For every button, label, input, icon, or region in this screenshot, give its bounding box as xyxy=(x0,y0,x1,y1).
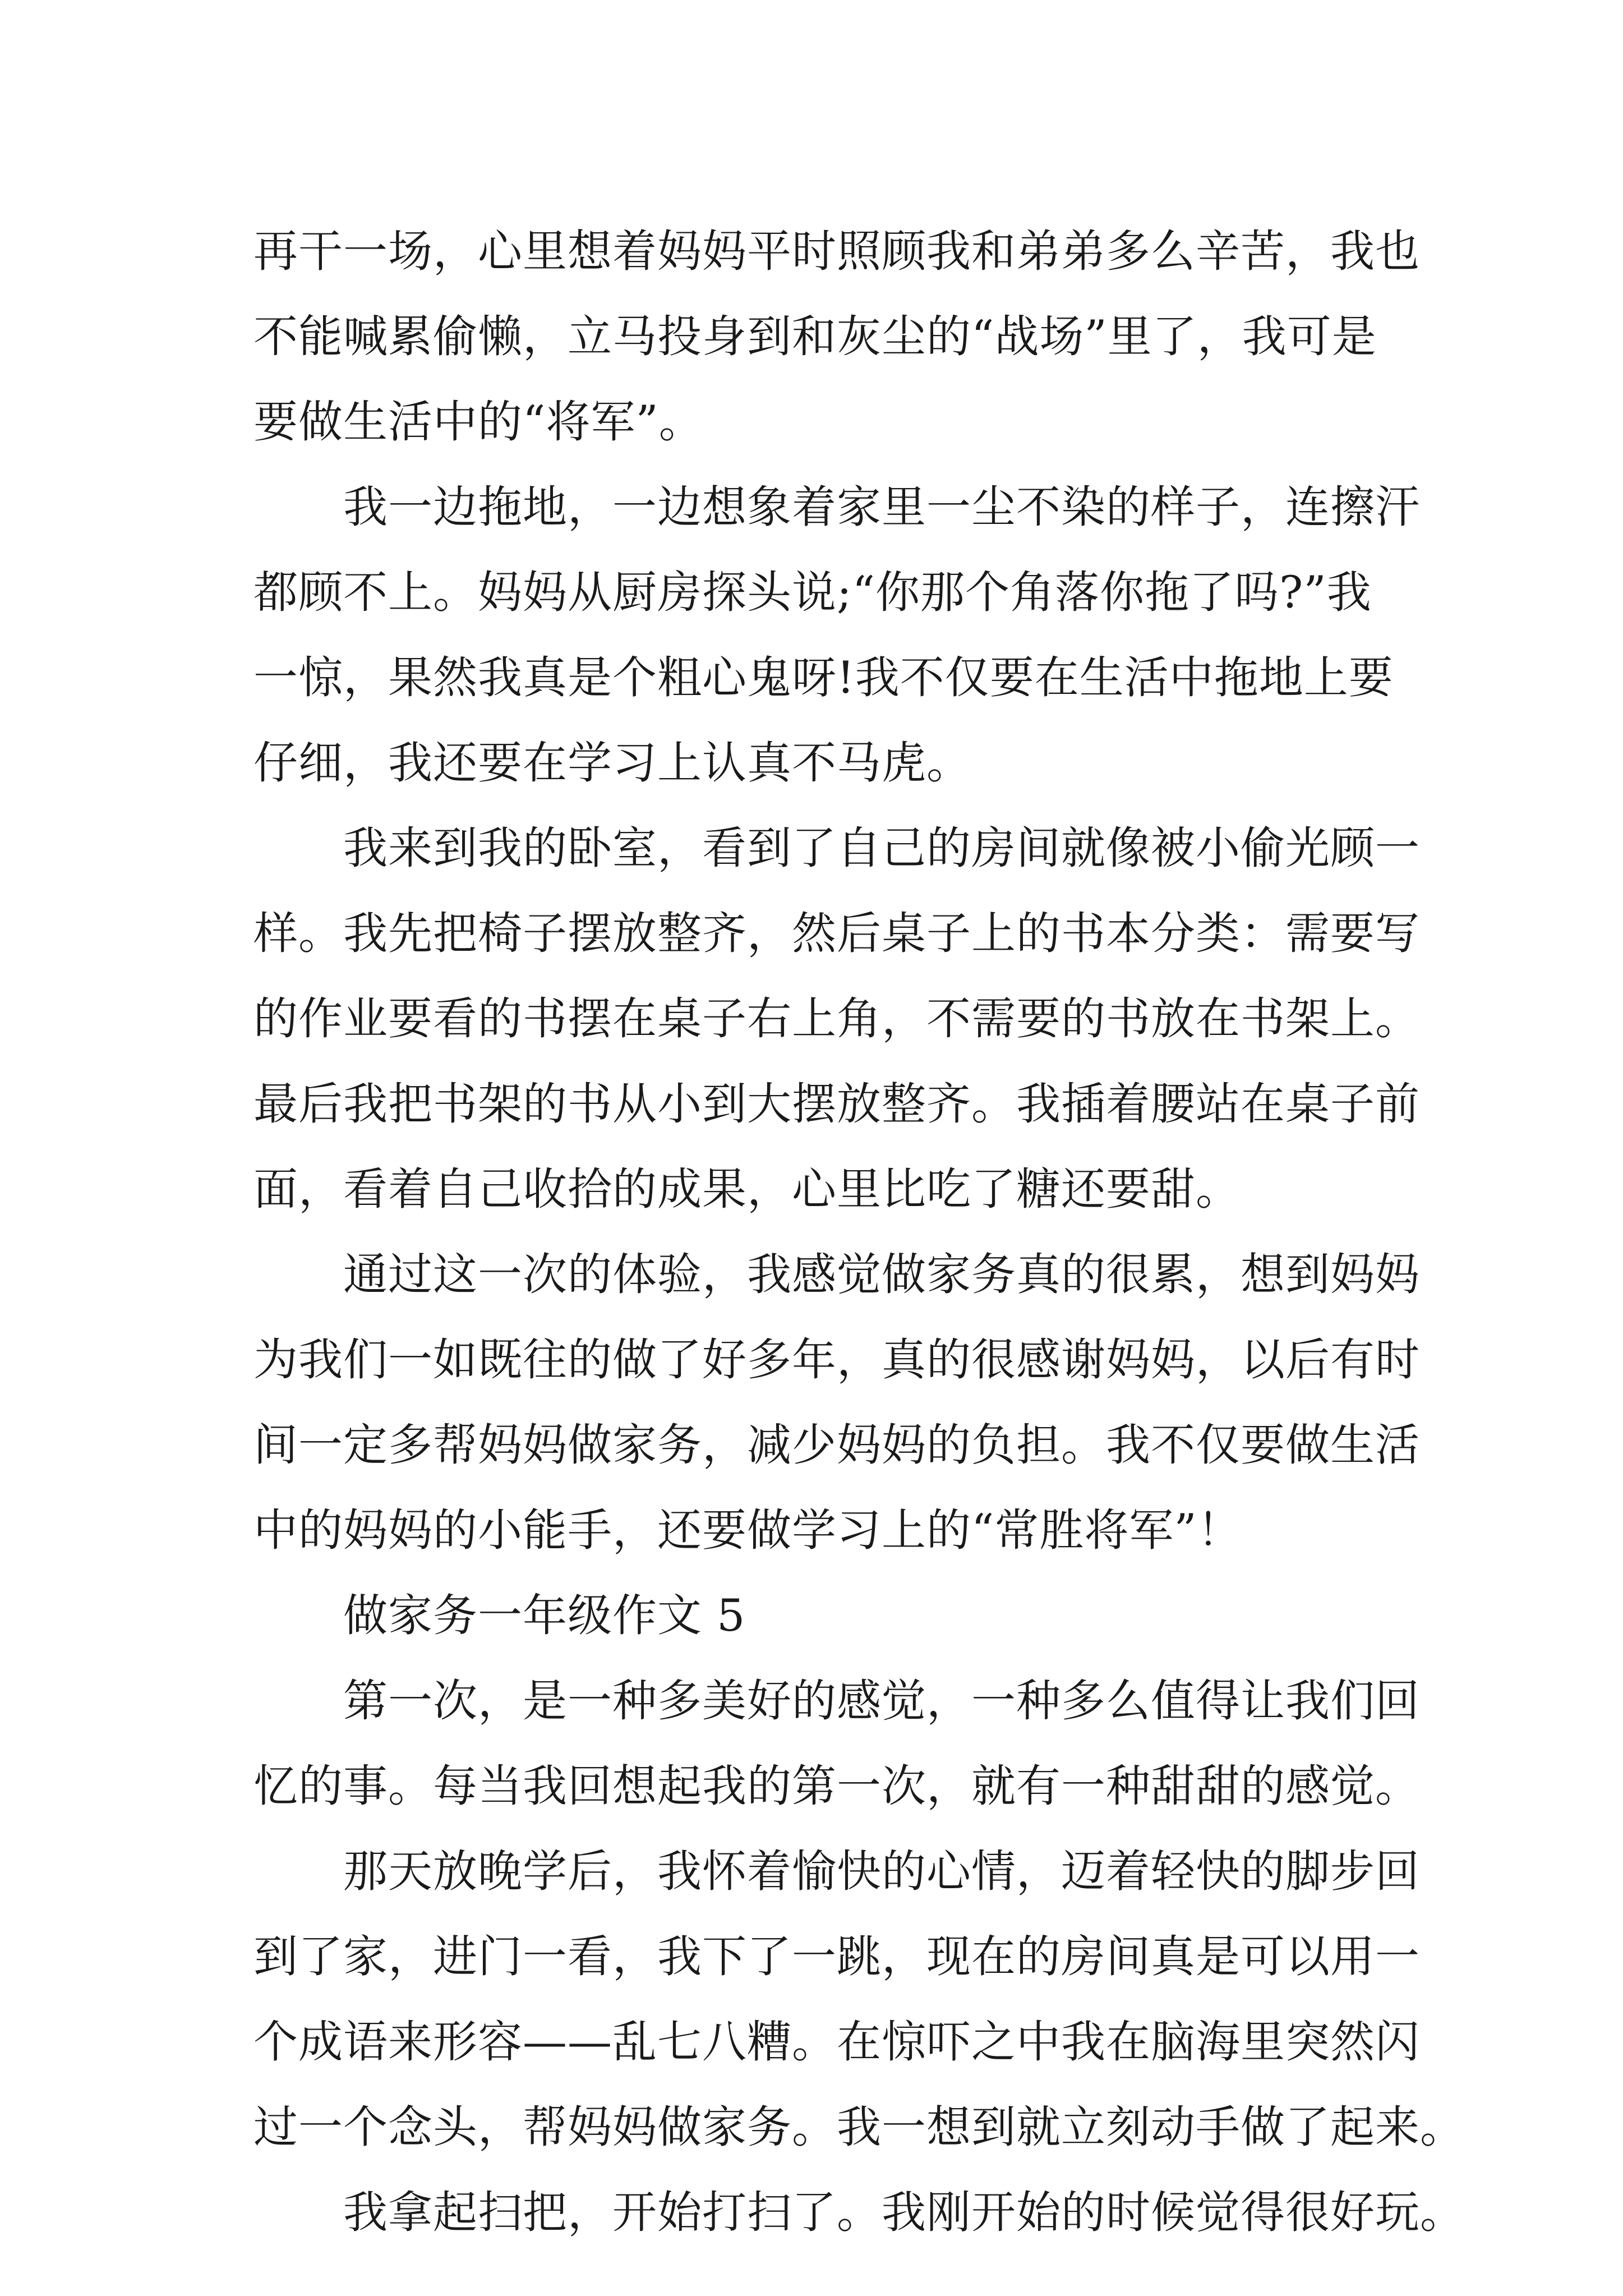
paragraph-start-line: 我一边拖地，一边想象着家里一尘不染的样子，连擦汗 xyxy=(343,481,1420,533)
text-line: 要做生活中的“将军”。 xyxy=(253,396,704,448)
paragraph-start-line: 那天放晚学后，我怀着愉快的心情，迈着轻快的脚步回 xyxy=(343,1846,1420,1897)
text-line: 面，看着自己收拾的成果，心里比吃了糖还要甜。 xyxy=(253,1163,1241,1215)
text-line: 再干一场，心里想着妈妈平时照顾我和弟弟多么辛苦，我也 xyxy=(253,226,1420,277)
text-line: 间一定多帮妈妈做家务，减少妈妈的负担。我不仅要做生活 xyxy=(253,1419,1420,1471)
paragraph-start-line: 我来到我的卧室，看到了自己的房间就像被小偷光顾一 xyxy=(343,822,1420,874)
paragraph-start-line: 我拿起扫把，开始打扫了。我刚开始的时候觉得很好玩。 xyxy=(343,2187,1465,2238)
text-line: 仔细，我还要在学习上认真不马虎。 xyxy=(253,737,971,789)
document-body xyxy=(253,209,1465,2255)
text-line: 不能喊累偷懒，立马投身到和灰尘的“战场”里了，我可是 xyxy=(253,311,1377,362)
text-line: 样。我先把椅子摆放整齐，然后桌子上的书本分类：需要写 xyxy=(253,908,1420,959)
text-line: 过一个念头，帮妈妈做家务。我一想到就立刻动手做了起来。 xyxy=(253,2101,1465,2153)
text-line: 的作业要看的书摆在桌子右上角，不需要的书放在书架上。 xyxy=(253,993,1420,1045)
text-line: 个成语来形容——乱七八糟。在惊吓之中我在脑海里突然闪 xyxy=(253,2016,1420,2068)
text-line: 中的妈妈的小能手，还要做学习上的“常胜将军”！ xyxy=(253,1504,1242,1556)
text-line: 都顾不上。妈妈从厨房探头说;“你那个角落你拖了吗?”我 xyxy=(253,567,1372,618)
text-line: 最后我把书架的书从小到大摆放整齐。我插着腰站在桌子前 xyxy=(253,1078,1420,1130)
text-line: 一惊，果然我真是个粗心鬼呀!我不仅要在生活中拖地上要 xyxy=(253,652,1394,703)
paragraph-start-line: 通过这一次的体验，我感觉做家务真的很累，想到妈妈 xyxy=(343,1249,1420,1300)
paragraph-start-line: 第一次，是一种多美好的感觉，一种多么值得让我们回 xyxy=(343,1675,1420,1727)
section-heading: 做家务一年级作文 5 xyxy=(343,1590,746,1641)
text-line: 到了家，进门一看，我下了一跳，现在的房间真是可以用一 xyxy=(253,1931,1420,1982)
text-line: 忆的事。每当我回想起我的第一次，就有一种甜甜的感觉。 xyxy=(253,1760,1420,1812)
text-line: 为我们一如既往的做了好多年，真的很感谢妈妈，以后有时 xyxy=(253,1334,1420,1386)
